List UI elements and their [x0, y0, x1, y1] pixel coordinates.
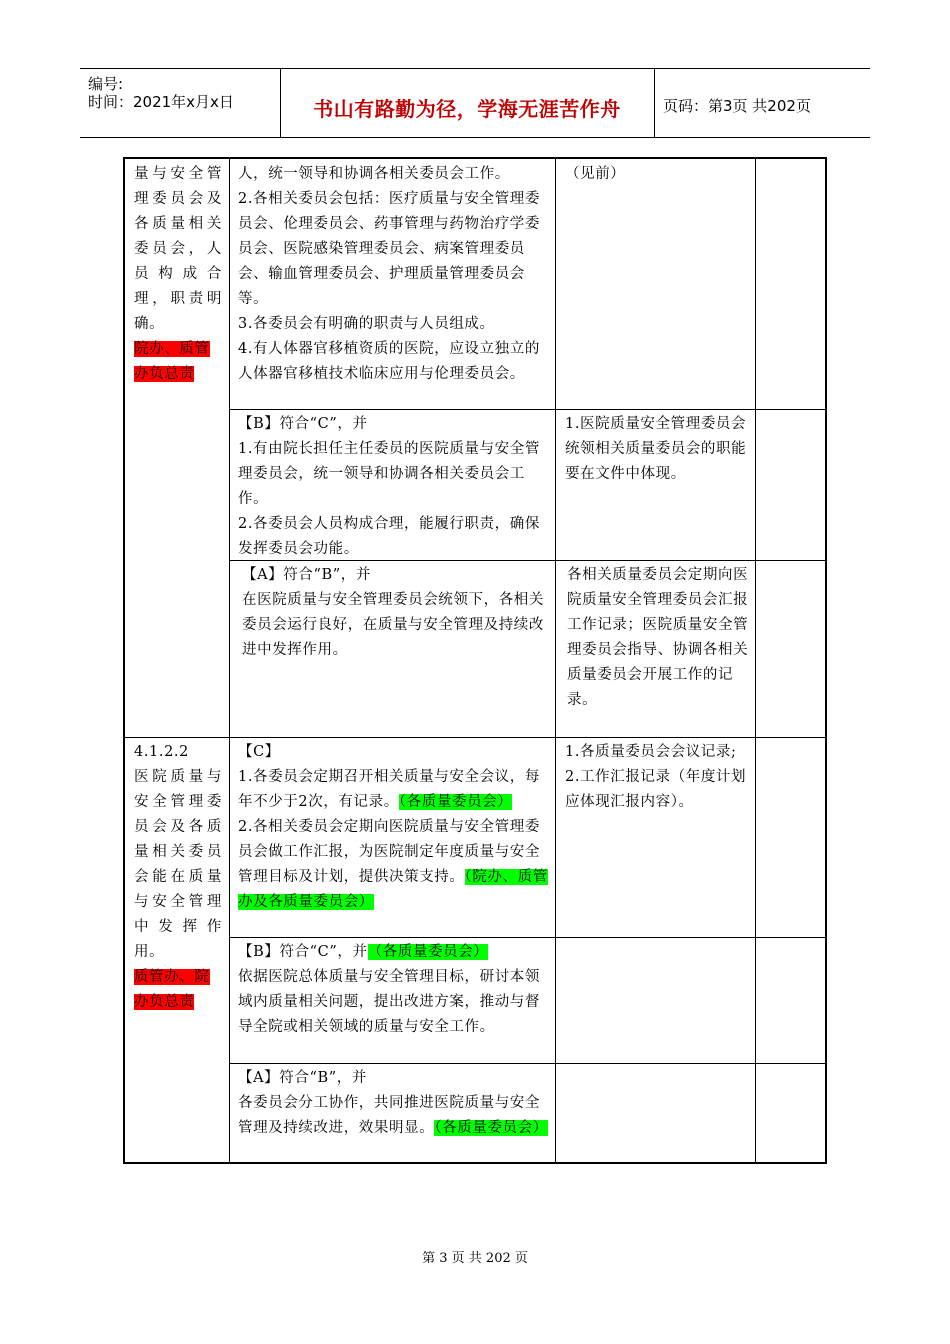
document-number-label: 编号: [88, 75, 124, 93]
header-motto-cell [280, 69, 655, 137]
header-motto: 书山有路勤为径，学海无涯苦作舟 [313, 97, 621, 121]
item-line: 确。 [134, 316, 165, 332]
evidence-text: 1.各质量委员会会议记录; [565, 744, 737, 760]
responsibility-tag: 院办、质管 [134, 341, 210, 357]
column-divider [555, 159, 556, 1162]
standard-b-cell [238, 412, 548, 562]
standard-line: 1.有由院长担任主任委员的医院质量与安全管理委员会，统一领导和协调各相关委员会工作。 [238, 441, 540, 507]
row-divider [229, 409, 825, 410]
row-divider [229, 937, 825, 938]
responsibility-tag: 质管办、院 [134, 969, 210, 985]
standard-head: 【A】符合“B”，并 [238, 1070, 367, 1086]
standard-line: 【B】符合“C”，并 [238, 416, 368, 432]
responsibility-tag: （各质量委员会） [367, 944, 489, 960]
item-line: 与安全管理 [134, 894, 222, 910]
item-description-cell [134, 740, 222, 1015]
standard-head: 【C】 [238, 744, 280, 760]
item-line: 委员会，人 [134, 241, 222, 257]
header-meta-cell [80, 69, 281, 137]
responsibility-tag: （各质量委员会） [434, 1120, 548, 1136]
standard-text: 依据医院总体质量与安全管理目标，研讨本领域内质量相关问题，提出改进方案，推动与督导全院或相关领域的质量与安全工作。 [238, 969, 540, 1035]
row-divider [229, 1063, 825, 1064]
item-line: 用。 [134, 944, 165, 960]
header-page-number: 页码：第3页 共202页 [663, 97, 811, 115]
standard-text: 各委员会分工协作，共同推进医院质量与安全管理及持续改进，效果明显。 [238, 1095, 540, 1136]
item-line: 中发挥作 [134, 919, 222, 935]
standard-text: 2.各相关委员会定期向医院质量与安全管理委员会做工作汇报，为医院制定年度质量与安全管理目标及计划，提供决策支持。 [238, 819, 540, 885]
item-line: 量相关委员 [134, 844, 222, 860]
standard-head: 【B】符合“C”，并 [238, 944, 368, 960]
standard-a-cell [238, 1066, 548, 1141]
item-description-cell [134, 162, 222, 387]
evidence-text: 1.医院质量安全管理委员会统领相关质量委员会的职能要在文件中体现。 [565, 416, 747, 482]
page-footer: 第 3 页 共 202 页 [422, 1251, 528, 1266]
page-header [80, 68, 870, 138]
standard-line: 2.各委员会人员构成合理，能履行职责，确保发挥委员会功能。 [238, 516, 540, 557]
item-line: 理委员会及 [134, 191, 222, 207]
item-line: 会能在质量 [134, 869, 222, 885]
evidence-text: 2.工作汇报记录（年度计划应体现汇报内容）。 [565, 769, 747, 810]
document-time-label: 时间：2021年x月x日 [88, 93, 234, 111]
standard-line: 人，统一领导和协调各相关委员会工作。 [238, 166, 510, 182]
column-divider [229, 159, 230, 1162]
standard-line: 2.各相关委员会包括：医疗质量与安全管理委员会、伦理委员会、药事管理与药物治疗学委员会、医院感染管理委员会、病案管理委员会、输血管理委员会、护理质量管理委员会等。 [238, 191, 540, 307]
item-line: 员会及各质 [134, 819, 222, 835]
evidence-a-cell [567, 563, 749, 713]
responsibility-tag: 办负总责 [134, 366, 195, 382]
responsibility-tag: 办负总责 [134, 994, 195, 1010]
standard-line: 4.有人体器官移植资质的医院，应设立独立的人体器官移植技术临床应用与伦理委员会。 [238, 341, 540, 382]
standard-c-cell [238, 162, 548, 387]
standard-line: 【A】符合“B”，并 [242, 567, 371, 583]
item-line: 量与安全管 [134, 166, 222, 182]
standard-line: 在医院质量与安全管理委员会统领下，各相关委员会运行良好，在质量与安全管理及持续改进中发挥作用。 [242, 592, 544, 658]
item-line: 员构成合 [134, 266, 222, 282]
item-line: 理，职责明 [134, 291, 222, 307]
evidence-c-cell [565, 740, 749, 815]
standard-b-cell [238, 940, 548, 1040]
item-line: 各质量相关 [134, 216, 222, 232]
evidence-b-cell [565, 412, 749, 487]
standard-line: 3.各委员会有明确的职责与人员组成。 [238, 316, 495, 332]
standard-c-cell [238, 740, 548, 915]
standards-table [123, 157, 827, 1164]
evidence-text: （见前） [565, 166, 626, 182]
responsibility-tag: （院办、质管办及各质量委员会） [238, 869, 548, 910]
standard-text: 1.各委员会定期召开相关质量与安全会议，每年不少于2次，有记录。 [238, 769, 540, 810]
evidence-c-cell [565, 162, 749, 187]
item-line: 医院质量与 [134, 769, 222, 785]
responsibility-tag: （各质量委员会） [398, 794, 513, 810]
column-divider [755, 159, 756, 1162]
evidence-text: 各相关质量委员会定期向医院质量安全管理委员会汇报工作记录；医院质量安全管理委员会指导、协调各相关质量委员会开展工作的记录。 [567, 567, 749, 708]
standard-a-cell [242, 563, 548, 663]
item-line: 安全管理委 [134, 794, 222, 810]
header-page-cell [655, 69, 870, 137]
item-code: 4.1.2.2 [134, 744, 189, 760]
section-divider [125, 737, 825, 738]
